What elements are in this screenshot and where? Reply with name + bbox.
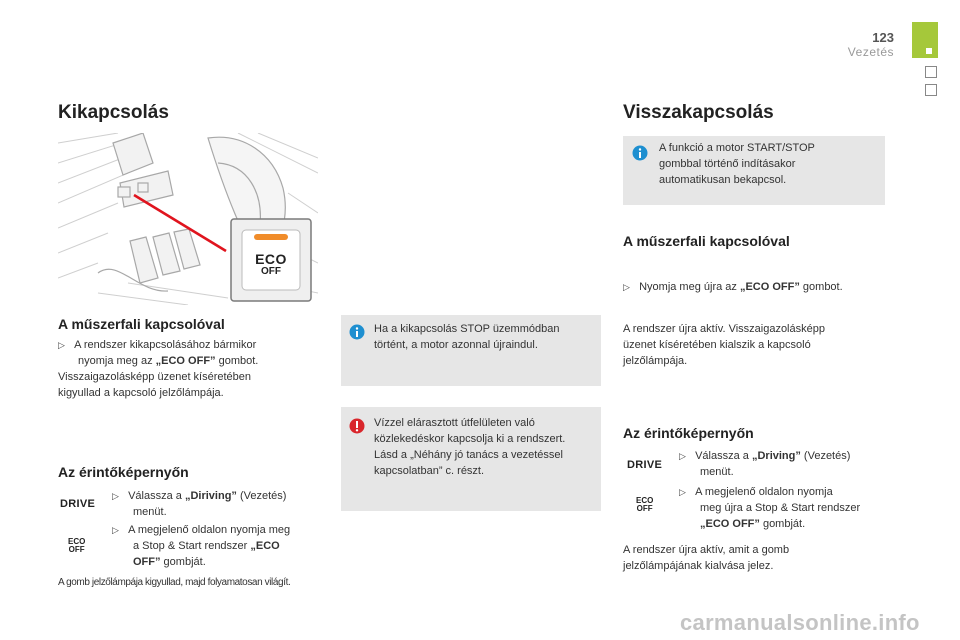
right-dash-step bbox=[623, 279, 903, 295]
dash-confirm-line2: kigyullad a kapcsoló jelzőlámpája. bbox=[58, 387, 224, 399]
flood-warning-line4: kapcsolatban” c. részt. bbox=[374, 465, 485, 477]
dash-bullet-text: A rendszer kikapcsolásához bármikor bbox=[74, 339, 257, 351]
restart-info-box bbox=[341, 315, 601, 386]
dash-bullet-text-3: gombot. bbox=[215, 355, 259, 367]
right-final-result bbox=[623, 542, 903, 574]
left-dash-heading: A műszerfali kapcsolóval bbox=[58, 316, 225, 332]
info-icon bbox=[349, 324, 365, 340]
touch-step1-text-3: menüt. bbox=[133, 506, 167, 518]
eco-off-button-line2: OFF bbox=[261, 266, 281, 277]
drive-menu-icon: DRIVE bbox=[60, 498, 96, 510]
right-dash-result-line2: üzenet kíséretében kialszik a kapcsoló bbox=[623, 339, 811, 351]
right-dash-step-text-2: gombot. bbox=[799, 281, 843, 293]
eco-off-touch-icon bbox=[68, 538, 85, 554]
info-icon bbox=[632, 145, 648, 161]
right-eco-off-touch-icon-line2: OFF bbox=[636, 504, 653, 513]
bullet-marker: ▷ bbox=[112, 491, 119, 501]
eco-off-touch-icon-line2: OFF bbox=[68, 545, 85, 554]
right-touch-step2-text: A megjelenő oldalon nyomja bbox=[695, 486, 833, 498]
left-dash-instructions bbox=[58, 337, 328, 401]
right-touch-step2-button-name: „ECO OFF” bbox=[700, 518, 760, 530]
touch-step2-button-name-2: OFF” bbox=[133, 556, 161, 568]
right-touch-step1-menu-name: „Driving” bbox=[751, 450, 801, 462]
dash-confirm-line1: Visszaigazolásképp üzenet kíséretében bbox=[58, 371, 252, 383]
touch-step2-button-name: „ECO bbox=[250, 540, 280, 552]
left-footer-note: A gomb jelzőlámpája kigyullad, majd folyamatosan világít. bbox=[58, 577, 291, 588]
watermark: carmanualsonline.info bbox=[680, 610, 920, 635]
bullet-marker: ▷ bbox=[679, 451, 686, 461]
right-touch-step2-text-2: meg újra a Stop & Start rendszer bbox=[700, 502, 861, 514]
touch-step1-text: Válassza a bbox=[128, 490, 185, 502]
bullet-marker: ▷ bbox=[112, 525, 119, 535]
right-touch-step2-text-3: gombját. bbox=[759, 518, 806, 530]
flood-warning-line2: közlekedéskor kapcsolja ki a rendszert. bbox=[374, 433, 566, 445]
chapter-tab bbox=[912, 22, 938, 58]
right-dash-step-button-name: „ECO OFF” bbox=[739, 281, 800, 293]
warning-icon bbox=[349, 418, 365, 434]
right-eco-off-touch-icon-line1: ECO bbox=[636, 496, 654, 505]
restart-info-line2: történt, a motor azonnal újraindul. bbox=[374, 339, 538, 351]
left-touch-step2 bbox=[112, 522, 327, 570]
page-marker-box bbox=[925, 66, 937, 78]
bullet-marker: ▷ bbox=[58, 340, 65, 350]
touch-step2-text-2: a Stop & Start rendszer bbox=[133, 540, 251, 552]
left-touch-heading: Az érintőképernyőn bbox=[58, 464, 189, 480]
right-final-line2: jelzőlámpájának kialvása jelez. bbox=[623, 560, 774, 572]
bullet-marker: ▷ bbox=[679, 487, 686, 497]
page-marker-box bbox=[925, 84, 937, 96]
right-dash-result-line3: jelzőlámpája. bbox=[623, 355, 688, 367]
drive-menu-icon: DRIVE bbox=[627, 459, 663, 471]
right-dash-heading: A műszerfali kapcsolóval bbox=[623, 233, 790, 249]
auto-enable-info-box bbox=[623, 136, 885, 205]
right-touch-step1-text: Válassza a bbox=[695, 450, 752, 462]
left-touch-step1 bbox=[112, 488, 327, 520]
auto-enable-line2: gombbal történő indításakor bbox=[659, 158, 796, 170]
eco-off-touch-icon-line1: ECO bbox=[68, 537, 86, 546]
page-number: 123 bbox=[872, 30, 894, 45]
right-touch-step1-text-3: menüt. bbox=[700, 466, 734, 478]
touch-step2-text-3: gombját. bbox=[160, 556, 206, 568]
flood-warning-line3: Lásd a „Néhány jó tanács a vezetéssel bbox=[374, 449, 563, 461]
eco-off-touch-icon bbox=[636, 497, 653, 513]
auto-enable-line3: automatikusan bekapcsol. bbox=[659, 174, 787, 186]
touch-step1-text-2: (Vezetés) bbox=[236, 490, 287, 502]
eco-off-button-label bbox=[243, 253, 299, 277]
flood-warning-line1: Vízzel elárasztott útfelületen való bbox=[374, 417, 535, 429]
eco-off-button-line1: ECO bbox=[255, 251, 287, 267]
dash-bullet-text-2: nyomja meg az bbox=[78, 355, 156, 367]
restart-info-line1: Ha a kikapcsolás STOP üzemmódban bbox=[374, 323, 560, 335]
flood-warning-box bbox=[341, 407, 601, 511]
bullet-marker: ▷ bbox=[623, 282, 630, 292]
left-title: Kikapcsolás bbox=[58, 102, 169, 123]
touch-step2-text: A megjelenő oldalon nyomja meg bbox=[128, 524, 291, 536]
right-touch-heading: Az érintőképernyőn bbox=[623, 425, 754, 441]
right-touch-step1 bbox=[679, 448, 899, 480]
section-name: Vezetés bbox=[847, 45, 894, 59]
right-title: Visszakapcsolás bbox=[623, 102, 774, 123]
right-final-line1: A rendszer újra aktív, amit a gomb bbox=[623, 544, 790, 556]
dash-bullet-button-name: „ECO OFF” bbox=[155, 355, 216, 367]
right-touch-step1-text-2: (Vezetés) bbox=[800, 450, 851, 462]
chapter-tab-marker bbox=[926, 48, 932, 54]
touch-step1-menu-name: „Diriving” bbox=[184, 490, 237, 502]
right-dash-result-line1: A rendszer újra aktív. Visszaigazolásképp bbox=[623, 323, 825, 335]
dashboard-drawing bbox=[58, 133, 318, 305]
right-dash-result bbox=[623, 321, 903, 369]
auto-enable-line1: A funkció a motor START/STOP bbox=[659, 142, 815, 154]
right-dash-step-text: Nyomja meg újra az bbox=[639, 281, 740, 293]
eco-indicator-lamp bbox=[254, 234, 288, 240]
dashboard-illustration bbox=[58, 133, 318, 305]
right-touch-step2 bbox=[679, 484, 901, 532]
